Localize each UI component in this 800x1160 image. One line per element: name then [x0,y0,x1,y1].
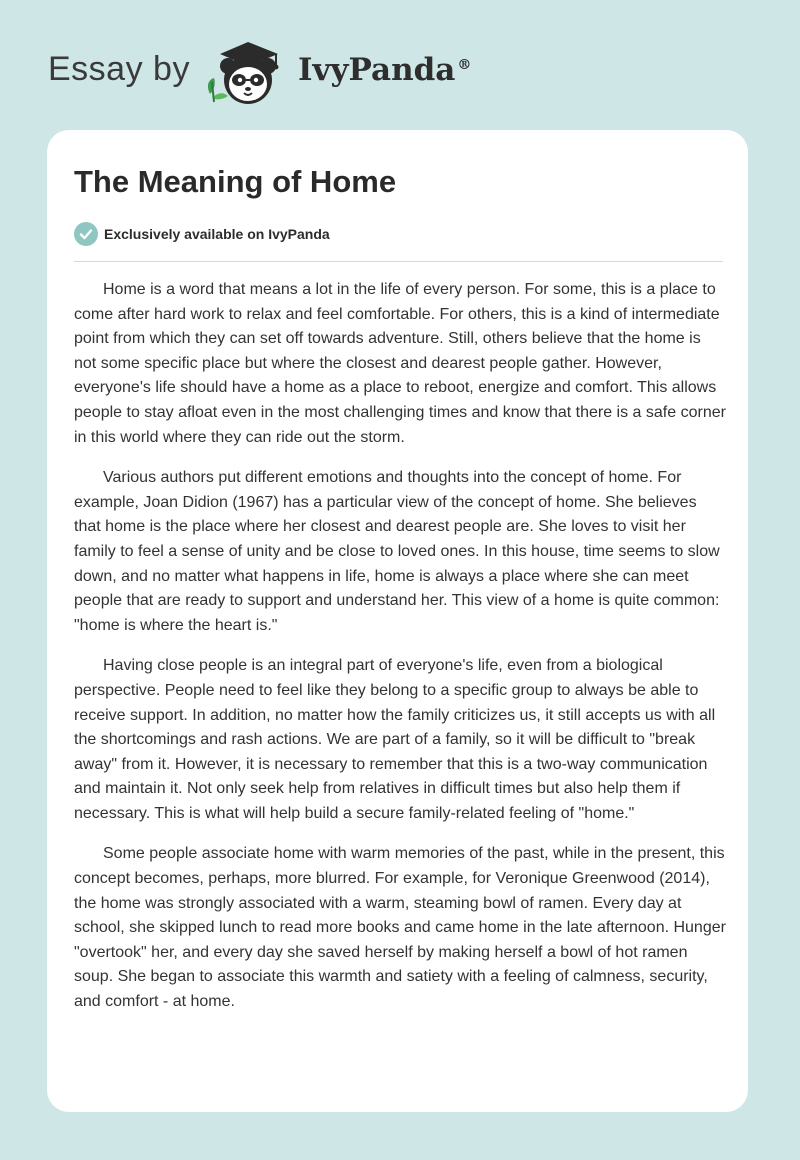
paragraph: Various authors put different emotions and thoughts into the concept of home. For example, Joan Didion (1967) has a particular view of the concept of home. She believes that home is the place where her closest and dearest people are. She loves to visit her family to feel a sense of unity and be close to loved ones. In this house, time seems to slow down, and no matter what happens in life, home is always a place where she can meet people that are ready to support and understand her. This view of a home is quite common: "home is where the heart is." [74,469,720,634]
exclusive-badge [74,222,330,246]
paragraph: Home is a word that means a lot in the life of every person. For some, this is a place to come after hard work to relax and feel comfortable. For others, this is a kind of intermediate point from which they can set off towards adventure. Still, others believe that the home is not some specific place but where the closest and dearest people gather. However, everyone's life should have a home as a place to reboot, energize and comfort. This allows people to stay afloat even in the most challenging times and know that there is a safe corner in this world where they can ride out the storm. [74,281,726,446]
essay-by-label: Essay by [48,50,190,88]
essay-body [74,278,726,1031]
check-circle-icon [74,222,98,246]
title-divider [74,261,723,262]
panda-logo-icon[interactable] [200,36,296,108]
exclusive-badge-text: Exclusively available on IvyPanda [104,226,330,242]
site-header [48,36,508,108]
ivypanda-brand-name[interactable]: IvyPanda ® [298,52,472,88]
registered-mark: ® [457,56,472,73]
essay-card [47,130,748,1112]
essay-title: The Meaning of Home [74,164,397,199]
paragraph: Some people associate home with warm memories of the past, while in the present, this concept becomes, perhaps, more blurred. For example, for Veronique Greenwood (2014), the home was strongly associated with a warm, steaming bowl of ramen. Every day at school, she skipped lunch to read more books and came home in the late afternoon. Hunger "overtook" her, and every day she saved herself by making herself a bowl of hot ramen soup. She began to associate this warmth and satiety with a feeling of calmness, security, and comfort - at home. [74,845,726,1011]
paragraph: Having close people is an integral part of everyone's life, even from a biological perspective. People need to feel like they belong to a specific group to always be able to receive support. In addition, no matter how the family criticizes us, it still accepts us with all the shortcomings and rash actions. We are part of a family, so it will be difficult to "break away" from it. However, it is necessary to remember that this is a two-way communication and maintain it. Not only seek help from relatives in difficult times but also help them if necessary. This is what will help build a secure family-related feeling of "home." [74,657,716,822]
